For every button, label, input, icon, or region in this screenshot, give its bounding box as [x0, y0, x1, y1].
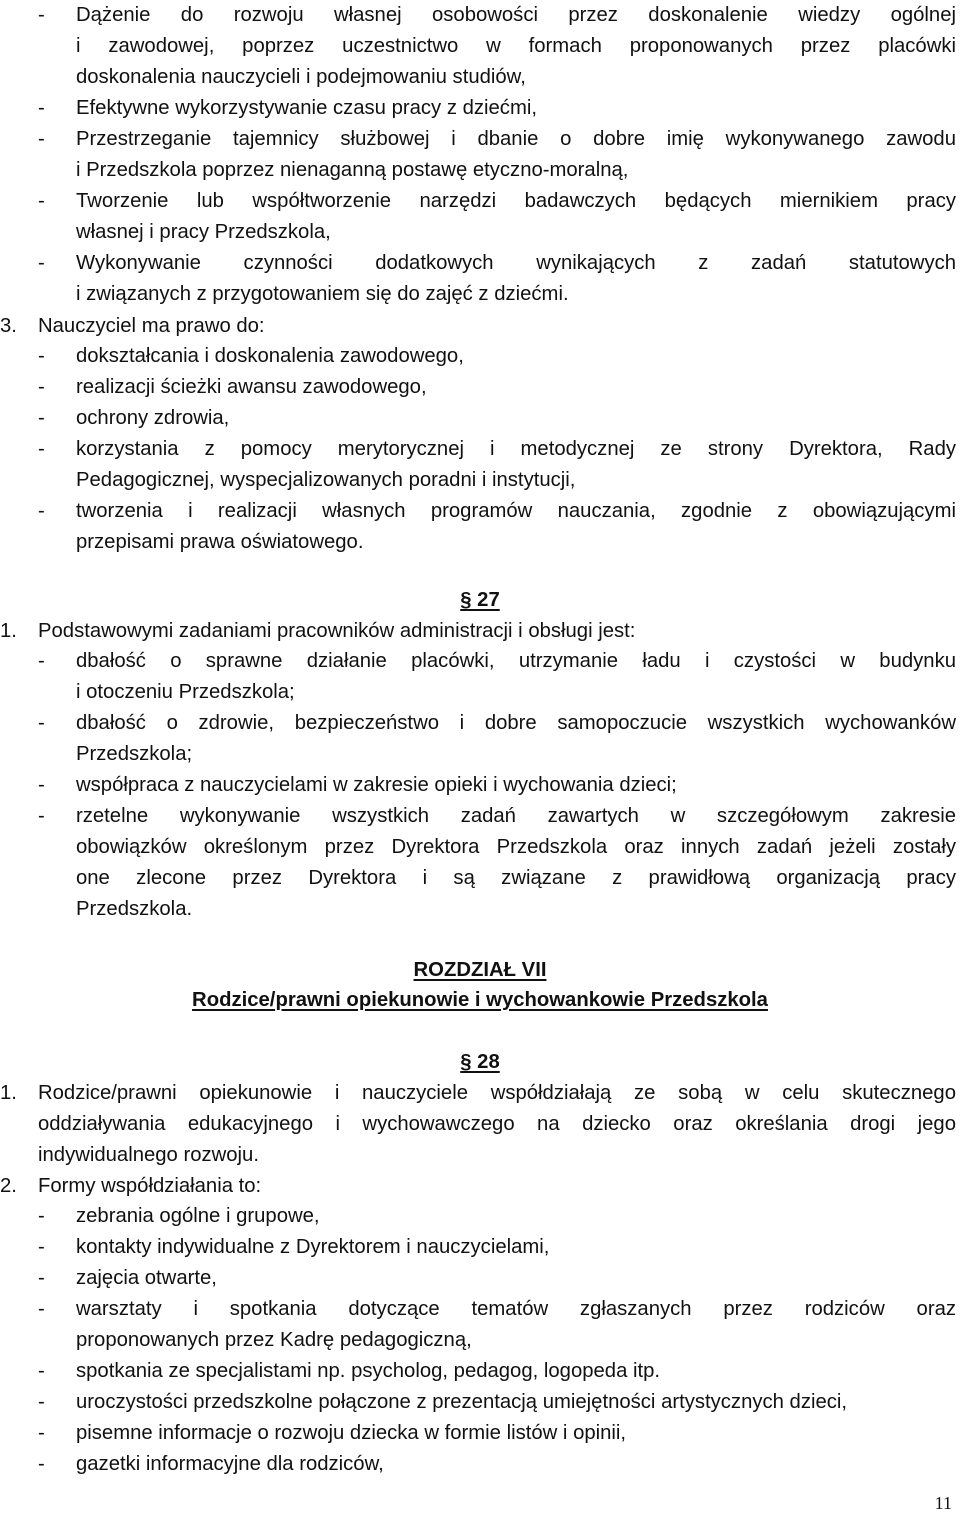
list-item-text: Dążenie do rozwoju własnej osobowości przez doskonalenie wiedzy ogólnej — [76, 4, 956, 26]
list-item-text: warsztaty i spotkania dotyczące tematów zgłaszanych przez rodziców oraz — [76, 1298, 956, 1320]
point-text: Podstawowymi zadaniami pracowników administracji i obsługi jest: — [38, 620, 636, 642]
chapter-title: ROZDZIAŁ VII — [413, 959, 547, 981]
bullet-dash: - — [38, 407, 45, 429]
list-item-text: obowiązków określonym przez Dyrektora Przedszkola oraz innych zadań jeżeli zostały — [76, 836, 956, 858]
paragraph-27-heading: § 27 — [460, 589, 500, 611]
point-number: 3. — [0, 315, 17, 337]
list-item-text: proponowanych przez Kadrę pedagogiczną, — [76, 1329, 472, 1351]
list-item-text: przepisami prawa oświatowego. — [76, 531, 364, 553]
paragraph-28-heading: § 28 — [460, 1051, 500, 1073]
bullet-dash: - — [38, 97, 45, 119]
point-number: 1. — [0, 620, 17, 642]
bullet-dash: - — [38, 500, 45, 522]
bullet-dash: - — [38, 4, 45, 26]
chapter-subtitle: Rodzice/prawni opiekunowie i wychowankowie Przedszkola — [192, 989, 768, 1011]
list-item-text: i Przedszkola poprzez nienaganną postawę etyczno-moralną, — [76, 159, 629, 181]
list-item-text: i zawodowej, poprzez uczestnictwo w formach proponowanych przez placówki — [76, 35, 956, 57]
bullet-dash: - — [38, 1298, 45, 1320]
point-27-1 — [0, 616, 960, 647]
list-item-text: Wykonywanie czynności dodatkowych wynikających z zadań statutowych — [76, 252, 956, 274]
point-text-line: Rodzice/prawni opiekunowie i nauczyciele współdziałają ze sobą w celu skutecznego — [38, 1082, 956, 1104]
list-item-text: Przestrzeganie tajemnicy służbowej i dbanie o dobre imię wykonywanego zawodu — [76, 128, 956, 150]
bullet-dash: - — [38, 1236, 45, 1258]
list-item-text: własnej i pracy Przedszkola, — [76, 221, 331, 243]
list-item-text: kontakty indywidualne z Dyrektorem i nauczycielami, — [76, 1236, 550, 1258]
bullet-dash: - — [38, 1422, 45, 1444]
bullet-dash: - — [38, 128, 45, 150]
bullet-dash: - — [38, 1391, 45, 1413]
bullet-dash: - — [38, 376, 45, 398]
list-item-text: doskonalenia nauczycieli i podejmowaniu studiów, — [76, 66, 526, 88]
list-item-text: Pedagogicznej, wyspecjalizowanych poradni i instytucji, — [76, 469, 576, 491]
list-item-text: one zlecone przez Dyrektora i są związane z prawidłową organizacją pracy — [76, 867, 956, 889]
list-item-text: realizacji ścieżki awansu zawodowego, — [76, 376, 427, 398]
list-item-text: zajęcia otwarte, — [76, 1267, 217, 1289]
point-text: Formy współdziałania to: — [38, 1175, 262, 1197]
bullet-dash: - — [38, 345, 45, 367]
list-item-text: i związanych z przygotowaniem się do zajęć z dziećmi. — [76, 283, 569, 305]
page-number: 11 — [934, 1493, 952, 1513]
point-3 — [0, 311, 960, 342]
list-item-text: współpraca z nauczycielami w zakresie opieki i wychowania dzieci; — [76, 774, 677, 796]
list-item-text: Efektywne wykorzystywanie czasu pracy z dziećmi, — [76, 97, 537, 119]
point-28-2 — [0, 1171, 960, 1202]
point-number: 1. — [0, 1082, 17, 1104]
list-item-text: dbałość o zdrowie, bezpieczeństwo i dobre samopoczucie wszystkich wychowanków — [76, 712, 956, 734]
point-text-line: oddziaływania edukacyjnego i wychowawczego na dziecko oraz określania drogi jego — [38, 1113, 956, 1135]
list-item-text: rzetelne wykonywanie wszystkich zadań zawartych w szczegółowym zakresie — [76, 805, 956, 827]
list-item-text: dokształcania i doskonalenia zawodowego, — [76, 345, 464, 367]
point-number: 2. — [0, 1175, 17, 1197]
list-item-text: spotkania ze specjalistami np. psycholog, pedagog, logopeda itp. — [76, 1360, 661, 1382]
bullet-dash: - — [38, 1205, 45, 1227]
list-item-text: Tworzenie lub współtworzenie narzędzi badawczych będących miernikiem pracy — [76, 190, 956, 212]
bullet-dash: - — [38, 190, 45, 212]
list-item-text: korzystania z pomocy merytorycznej i metodycznej ze strony Dyrektora, Rady — [76, 438, 956, 460]
bullet-dash: - — [38, 438, 45, 460]
list-item-text: tworzenia i realizacji własnych programów nauczania, zgodnie z obowiązującymi — [76, 500, 956, 522]
list-item-text: gazetki informacyjne dla rodziców, — [76, 1453, 384, 1475]
bullet-dash: - — [38, 1360, 45, 1382]
list-item-text: dbałość o sprawne działanie placówki, utrzymanie ładu i czystości w budynku — [76, 650, 956, 672]
list-item-text: zebrania ogólne i grupowe, — [76, 1205, 320, 1227]
point-text: Nauczyciel ma prawo do: — [38, 315, 265, 337]
bullet-dash: - — [38, 712, 45, 734]
list-item-text: ochrony zdrowia, — [76, 407, 230, 429]
bullet-dash: - — [38, 1453, 45, 1475]
bullet-dash: - — [38, 774, 45, 796]
bullet-dash: - — [38, 650, 45, 672]
list-item-text: pisemne informacje o rozwoju dziecka w formie listów i opinii, — [76, 1422, 627, 1444]
bullet-dash: - — [38, 805, 45, 827]
point-text-line: indywidualnego rozwoju. — [38, 1144, 259, 1166]
bullet-dash: - — [38, 252, 45, 274]
list-item-text: i otoczeniu Przedszkola; — [76, 681, 295, 703]
list-item-text: Przedszkola; — [76, 743, 193, 765]
list-item-text: uroczystości przedszkolne połączone z prezentacją umiejętności artystycznych dzieci, — [76, 1391, 848, 1413]
bullet-dash: - — [38, 1267, 45, 1289]
list-item-text: Przedszkola. — [76, 898, 193, 920]
